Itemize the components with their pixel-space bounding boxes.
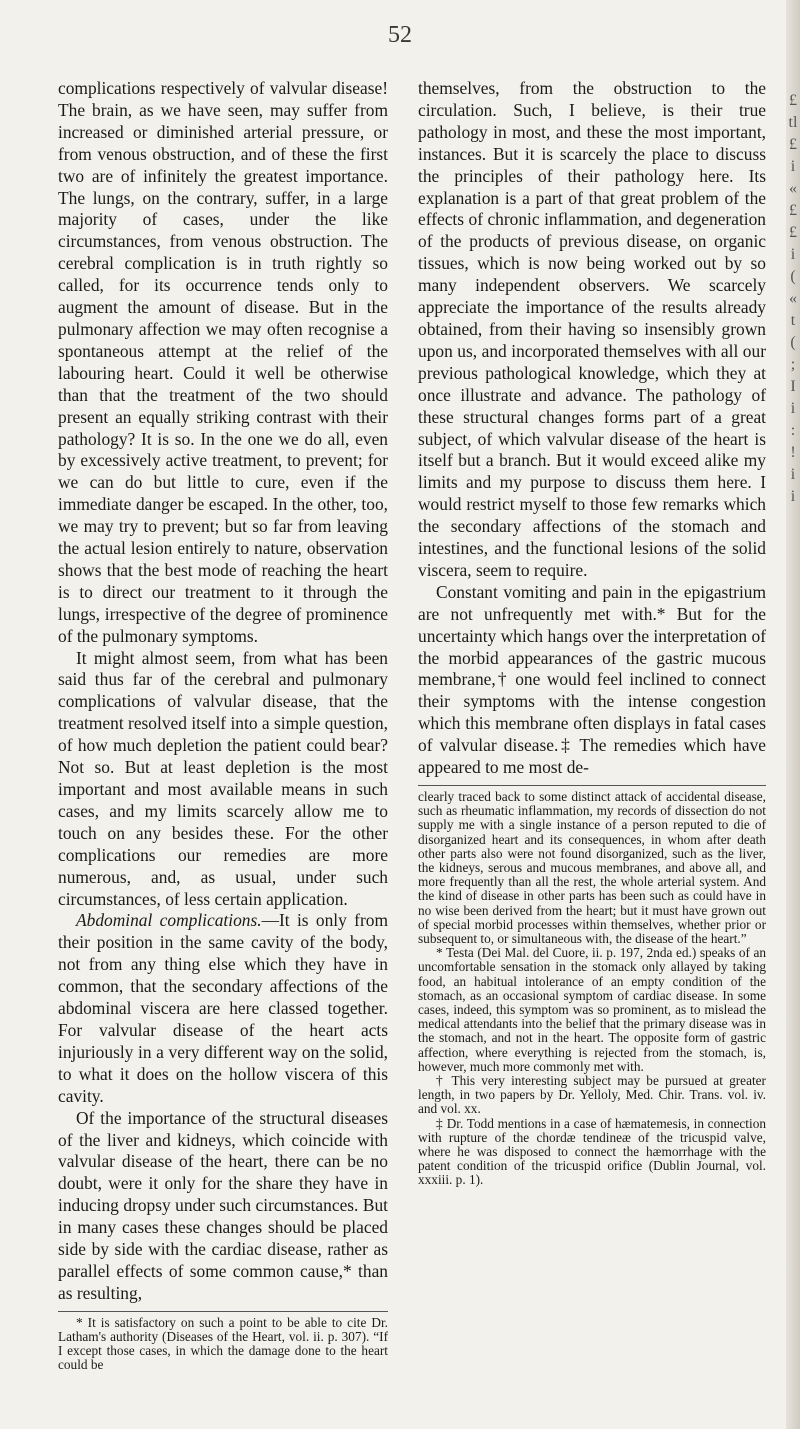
page-edge	[786, 0, 800, 1429]
paragraph-text: —It is only from their position in the same cavity of the body, not from any thing else which they have in common, that the secondary affections of the abdominal viscera are here classed together. For valvular disease of the heart acts injuriously in a very different way on the solid, to what it does on the hollow viscera of this cavity.	[58, 910, 388, 1106]
left-column	[58, 78, 388, 1373]
paragraph: Constant vomiting and pain in the epigastrium are not unfrequently met with.* But for the uncertainty which hangs over the interpretation of the morbid appearances of the gastric mucous membrane,† one would feel inclined to connect their symptoms with the intense congestion which this membrane often displays in fatal cases of valvular disease.‡ The remedies which have appeared to me most de-	[418, 581, 766, 778]
section-heading: Abdominal complications.	[76, 910, 262, 931]
footnote: clearly traced back to some distinct attack of accidental disease, such as rheumatic inflammation, my records of dissection do not supply me with a single instance of a person reputed to die of disorganized heart and its consequences, in whom after death other parts also were not found disorganized, such as the liver, the kidneys, serous and mucous membranes, and above all, and more frequently than all the rest, the whole arterial system. And the kind of disease in other parts has been such as could have in no wise been derived from the heart; but it must have grown out of special morbid processes within themselves, whether prior or subsequent to, or simultaneous with, the disease of the heart.”	[418, 789, 766, 947]
paragraph: complications respectively of valvular disease! The brain, as we have seen, may suffer from increased or diminished arterial pressure, or from venous obstruction, and of these the first two are of infinitely the greatest importance. The lungs, on the contrary, suffer, in a large majority of cases, under the like circumstances, from venous obstruction. The cerebral complication is in truth rightly so called, for its occurrence tends only to augment the amount of disease. But in the pulmonary affection we may often recognise a spontaneous attempt at the relief of the labouring heart. Could it well be otherwise than that the treatment of the two should present an equally striking contrast with their pathology? It is so. In the one we do all, even by excessively active treatment, to prevent; for we can do but little to cure, even if the immediate danger be escaped. In the other, too, we may try to prevent; but so far from leaving the actual lesion entirely to nature, observation shows that the best mode of reaching the heart is to direct our treatment to it through the lungs, irrespective of the degree of prominence of the pulmonary symptoms.	[58, 78, 388, 646]
footnote-divider	[58, 1311, 388, 1312]
footnote: † This very interesting subject may be pursued at greater length, in two papers by Dr. Yelloly, Med. Chir. Trans. vol. iv. and vol. xx.	[418, 1073, 766, 1117]
edge-letters: £ tl £ i « £ £ i ( « t ( ; I i : ! i i	[788, 92, 798, 505]
right-column	[418, 78, 766, 1188]
paragraph: Of the importance of the structural diseases of the liver and kidneys, which coincide with valvular disease of the heart, there can be no doubt, were it only for the share they have in inducing dropsy under such circumstances. But in many cases these changes should be placed side by side with the cardiac disease, rather as parallel effects of some common cause,* than as resulting,	[58, 1107, 388, 1303]
paragraph: It might almost seem, from what has been said thus far of the cerebral and pulmonary complications of valvular disease, that the treatment resolved itself into a simple question, of how much depletion the patient could bear? Not so. But at least depletion is the most important and most available means in such cases, and my limits scarcely allow me to touch on any besides these. For the other complications our remedies are more numerous, and, as usual, under such circumstances, of less certain application.	[58, 647, 388, 909]
footnote-divider	[418, 785, 766, 786]
paragraph	[58, 910, 388, 1107]
paragraph: themselves, from the obstruction to the circulation. Such, I believe, is their true pathology in most, and these the most important, instances. But it is scarcely the place to discuss the principles of their pathology here. Its explanation is a part of that great problem of the effects of chronic inflammation, and degeneration of the products of previous disease, on organic tissues, which is now being worked out by so many independent observers. We scarcely appreciate the importance of the results already obtained, from their having so insensibly grown upon us, and incorporated themselves with all our previous pathological knowledge, which they at once illustrate and advance. The pathology of these structural changes forms part of a great subject, of which valvular disease of the heart is itself but a branch. But it would exceed alike my limits and my purpose to discuss them here. I would restrict myself to those few remarks which the secondary affections of the stomach and intestines, and the functional lesions of the solid viscera, seem to require.	[418, 78, 766, 580]
footnote: ‡ Dr. Todd mentions in a case of hæmatemesis, in connection with rupture of the chordæ tendineæ of the tricuspid valve, where he was disposed to connect the hæmorrhage with the patent condition of the tricuspid orifice (Dublin Journal, vol. xxxiii. p. 1).	[418, 1115, 766, 1188]
footnote: * Testa (Dei Mal. del Cuore, ii. p. 197, 2nda ed.) speaks of an uncomfortable sensation in the stomack only allayed by taking food, an habitual intolerance of an empty condition of the stomach, as an occasional symptom of cardiac disease. In some cases, indeed, this symptom was so prominent, as to mislead the medical attendants into the belief that the primary disease was in the stomach, and not in the heart. The opposite form of gastric affection, where everything is rejected from the stomach, is, however, much more commonly met with.	[418, 945, 766, 1074]
page-number: 52	[388, 22, 412, 48]
footnote: * It is satisfactory on such a point to be able to cite Dr. Latham's authority (Diseases of the Heart, vol. ii. p. 307). “If I except those cases, in which the damage done to the heart could be	[58, 1314, 388, 1373]
